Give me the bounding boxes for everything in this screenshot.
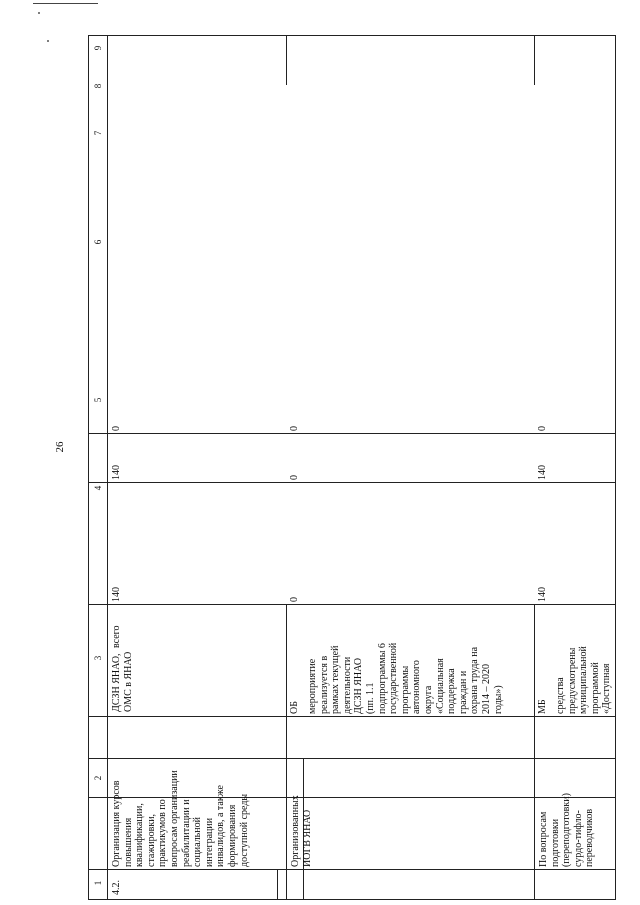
row-total-v9: 0 xyxy=(111,426,122,431)
row-mb-note: средства предусмотрены муниципальной программой «Доступная xyxy=(555,646,613,714)
row-total-v8: 140 xyxy=(111,465,122,480)
row-mb-v8: 140 xyxy=(537,465,548,480)
column-header-5: 5 xyxy=(93,397,103,403)
event-name: Организация курсов повышения квалификации, стажировки, практикумов по вопросам организации реабилитации и социальной интеграции инвалидов, а также формирования доступной среды xyxy=(111,770,250,867)
row-total-note: всего xyxy=(111,625,122,648)
column-header-2: 2 xyxy=(93,775,103,781)
row-total-v7: 140 xyxy=(111,587,122,602)
row-ob-note: мероприятие реализуется в рамках текущей деятельности ДСЗН ЯНАО (пп. 1.1 подпрограммы 6 государственной программы автономного округа «Социальная поддержка граждан и охрана труда на 2014 – 2020 годы») xyxy=(307,642,504,714)
column-header-3: 3 xyxy=(93,655,103,661)
scan-artifact-dot xyxy=(47,40,49,42)
row-ob-v9: 0 xyxy=(289,426,300,431)
scan-artifact-line xyxy=(33,3,98,4)
row-ob-v7: 0 xyxy=(289,597,300,602)
row-ob-v8: 0 xyxy=(289,475,300,480)
sub-row-1-text: Организованных ИОГВ ЯНАО xyxy=(290,795,313,867)
document-table xyxy=(88,35,616,900)
item-number: 4.2. xyxy=(111,880,122,895)
row-mb-v9: 0 xyxy=(537,426,548,431)
column-header-4: 4 xyxy=(93,485,103,491)
row-mb-source: МБ xyxy=(537,699,548,714)
column-header-1: 1 xyxy=(93,880,103,886)
column-header-9: 9 xyxy=(93,45,103,51)
column-header-7: 7 xyxy=(93,130,103,136)
page-number: 26 xyxy=(54,441,66,453)
column-header-8: 8 xyxy=(93,83,103,89)
column-header-6: 6 xyxy=(93,239,103,245)
sub-row-2-text: По вопросам подготовки (переподготовки) сурдо-тифло- переводчиков xyxy=(538,793,596,867)
scan-artifact-dot xyxy=(38,12,40,14)
row-ob-source: ОБ xyxy=(289,701,300,714)
row-mb-v7: 140 xyxy=(537,587,548,602)
executors: ДСЗН ЯНАО, ОМС в ЯНАО xyxy=(111,651,134,712)
